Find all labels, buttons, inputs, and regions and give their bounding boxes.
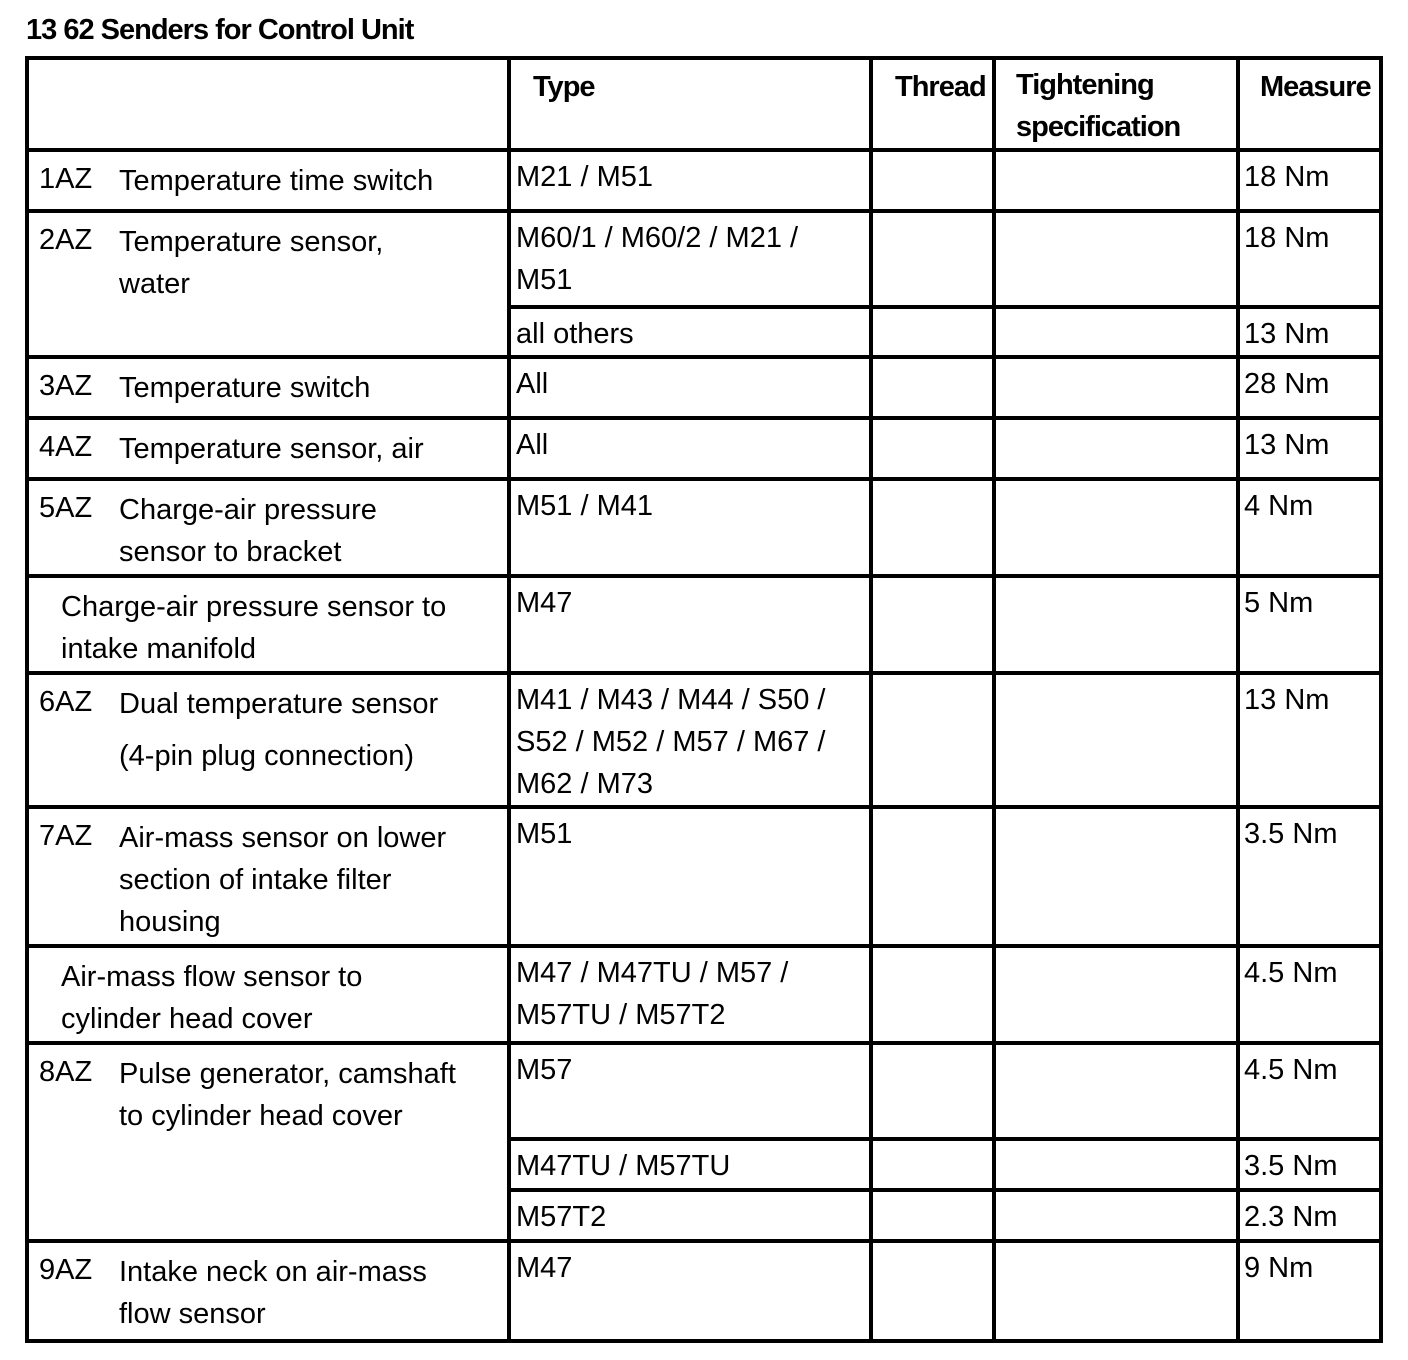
desc-line: sensor to bracket <box>119 536 342 568</box>
thread-cell <box>871 479 994 576</box>
measure-cell: 3.5 Nm <box>1238 807 1381 946</box>
tightening-cell <box>994 1139 1238 1190</box>
tightening-cell <box>994 307 1238 357</box>
thread-cell <box>871 673 994 807</box>
desc-line: Charge-air pressure sensor to <box>61 591 447 623</box>
component-description <box>119 817 446 943</box>
thread-cell <box>871 307 994 357</box>
thread-cell <box>871 150 994 211</box>
header-tightening-line-1: Tightening <box>1016 69 1154 101</box>
type-line: M47TU / M57TU <box>516 1150 731 1182</box>
tightening-cell <box>994 150 1238 211</box>
header-tightening-line-2: specification <box>1016 111 1181 143</box>
type-line: M41 / M43 / M44 / S50 / <box>516 684 826 716</box>
type-line: M57TU / M57T2 <box>516 999 726 1031</box>
thread-cell <box>871 1241 994 1341</box>
type-line: M47 <box>516 587 573 619</box>
table-row <box>27 576 1381 673</box>
component-cell <box>27 150 509 211</box>
table-row <box>27 150 1381 211</box>
desc-line: Dual temperature sensor <box>119 688 439 720</box>
type-line: M21 / M51 <box>516 161 653 193</box>
type-line: M57T2 <box>516 1201 607 1233</box>
desc-line: Air-mass sensor on lower <box>119 822 447 854</box>
component-cell <box>27 418 509 479</box>
component-description <box>119 1053 456 1137</box>
type-line: M47 / M47TU / M57 / <box>516 957 789 989</box>
type-line: M51 <box>516 264 573 296</box>
measure-cell: 4.5 Nm <box>1238 946 1381 1043</box>
type-cell <box>509 807 871 946</box>
table-row <box>27 1241 1381 1341</box>
tightening-cell <box>994 576 1238 673</box>
tightening-cell <box>994 479 1238 576</box>
measure-cell: 4.5 Nm <box>1238 1043 1381 1139</box>
desc-line: Intake neck on air-mass <box>119 1256 427 1288</box>
component-description <box>119 428 424 470</box>
type-cell <box>509 1241 871 1341</box>
row-number: 1AZ <box>39 163 93 195</box>
table-row <box>27 211 1381 307</box>
component-description <box>61 956 362 1040</box>
component-description <box>61 586 446 670</box>
header-type: Type <box>509 58 871 150</box>
measure-cell: 2.3 Nm <box>1238 1190 1381 1241</box>
page-title: 13 62 Senders for Control Unit <box>26 14 414 46</box>
type-cell <box>509 479 871 576</box>
type-line: All <box>516 429 549 461</box>
component-cell <box>27 1241 509 1341</box>
desc-line: to cylinder head cover <box>119 1100 403 1132</box>
tightening-cell <box>994 418 1238 479</box>
type-line: All <box>516 368 549 400</box>
tightening-cell <box>994 807 1238 946</box>
measure-cell: 18 Nm <box>1238 150 1381 211</box>
thread-cell <box>871 807 994 946</box>
type-cell <box>509 357 871 418</box>
component-cell <box>27 1043 509 1241</box>
type-cell <box>509 1043 871 1139</box>
type-cell <box>509 418 871 479</box>
tightening-cell <box>994 1190 1238 1241</box>
table-row <box>27 418 1381 479</box>
measure-cell: 3.5 Nm <box>1238 1139 1381 1190</box>
component-description <box>119 1251 427 1335</box>
measure-cell: 4 Nm <box>1238 479 1381 576</box>
desc-line: Air-mass flow sensor to <box>61 961 363 993</box>
desc-line: (4-pin plug connection) <box>119 740 415 772</box>
desc-line: Temperature switch <box>119 372 371 404</box>
row-number: 2AZ <box>39 224 93 256</box>
row-number: 4AZ <box>39 431 93 463</box>
type-line: M57 <box>516 1054 573 1086</box>
thread-cell <box>871 357 994 418</box>
measure-cell: 9 Nm <box>1238 1241 1381 1341</box>
table-row <box>27 946 1381 1043</box>
measure-cell: 18 Nm <box>1238 211 1381 307</box>
row-number: 9AZ <box>39 1254 93 1286</box>
type-cell <box>509 946 871 1043</box>
measure-cell: 5 Nm <box>1238 576 1381 673</box>
component-cell <box>27 807 509 946</box>
tightening-cell <box>994 946 1238 1043</box>
component-description <box>119 221 383 305</box>
component-description <box>119 683 438 777</box>
component-cell <box>27 946 509 1043</box>
table-row <box>27 673 1381 807</box>
row-number: 3AZ <box>39 370 93 402</box>
table-row <box>27 807 1381 946</box>
table-row <box>27 1043 1381 1139</box>
tightening-cell <box>994 1241 1238 1341</box>
header-tightening <box>994 58 1238 150</box>
desc-line: Temperature sensor, air <box>119 433 424 465</box>
header-row <box>27 58 1381 150</box>
thread-cell <box>871 418 994 479</box>
measure-cell: 13 Nm <box>1238 418 1381 479</box>
component-cell <box>27 211 509 357</box>
type-line: S52 / M52 / M57 / M67 / <box>516 726 826 758</box>
thread-cell <box>871 211 994 307</box>
component-cell <box>27 357 509 418</box>
thread-cell <box>871 1043 994 1139</box>
thread-cell <box>871 1190 994 1241</box>
type-line: M51 / M41 <box>516 490 653 522</box>
thread-cell <box>871 576 994 673</box>
desc-line: cylinder head cover <box>61 1003 313 1035</box>
desc-line: housing <box>119 906 221 938</box>
row-number: 8AZ <box>39 1056 93 1088</box>
type-cell <box>509 673 871 807</box>
row-number: 6AZ <box>39 686 93 718</box>
type-cell <box>509 307 871 357</box>
type-cell <box>509 1190 871 1241</box>
thread-cell <box>871 946 994 1043</box>
desc-line: section of intake filter <box>119 864 392 896</box>
header-thread: Thread <box>871 58 994 150</box>
type-cell <box>509 1139 871 1190</box>
desc-line: Charge-air pressure <box>119 494 377 526</box>
type-line: all others <box>516 318 634 350</box>
tightening-cell <box>994 1043 1238 1139</box>
measure-cell: 13 Nm <box>1238 673 1381 807</box>
desc-line: flow sensor <box>119 1298 266 1330</box>
row-number: 7AZ <box>39 820 93 852</box>
measure-cell: 13 Nm <box>1238 307 1381 357</box>
type-line: M60/1 / M60/2 / M21 / <box>516 222 799 254</box>
tightening-cell <box>994 211 1238 307</box>
type-cell <box>509 150 871 211</box>
type-cell <box>509 211 871 307</box>
torque-spec-table <box>25 56 1383 1343</box>
tightening-cell <box>994 673 1238 807</box>
type-line: M62 / M73 <box>516 768 653 800</box>
component-cell <box>27 673 509 807</box>
header-component <box>27 58 509 150</box>
desc-line: Temperature time switch <box>119 165 434 197</box>
thread-cell <box>871 1139 994 1190</box>
type-cell <box>509 576 871 673</box>
component-description <box>119 489 377 573</box>
desc-line: Temperature sensor, <box>119 226 384 258</box>
component-cell <box>27 479 509 576</box>
row-number: 5AZ <box>39 492 93 524</box>
table-row <box>27 357 1381 418</box>
desc-line: intake manifold <box>61 633 257 665</box>
type-line: M51 <box>516 818 573 850</box>
component-description <box>119 367 370 409</box>
table-row <box>27 479 1381 576</box>
type-line: M47 <box>516 1252 573 1284</box>
component-description <box>119 160 433 202</box>
header-measure: Measure <box>1238 58 1381 150</box>
tightening-cell <box>994 357 1238 418</box>
desc-line: water <box>119 268 190 300</box>
desc-line: Pulse generator, camshaft <box>119 1058 456 1090</box>
component-cell <box>27 576 509 673</box>
measure-cell: 28 Nm <box>1238 357 1381 418</box>
